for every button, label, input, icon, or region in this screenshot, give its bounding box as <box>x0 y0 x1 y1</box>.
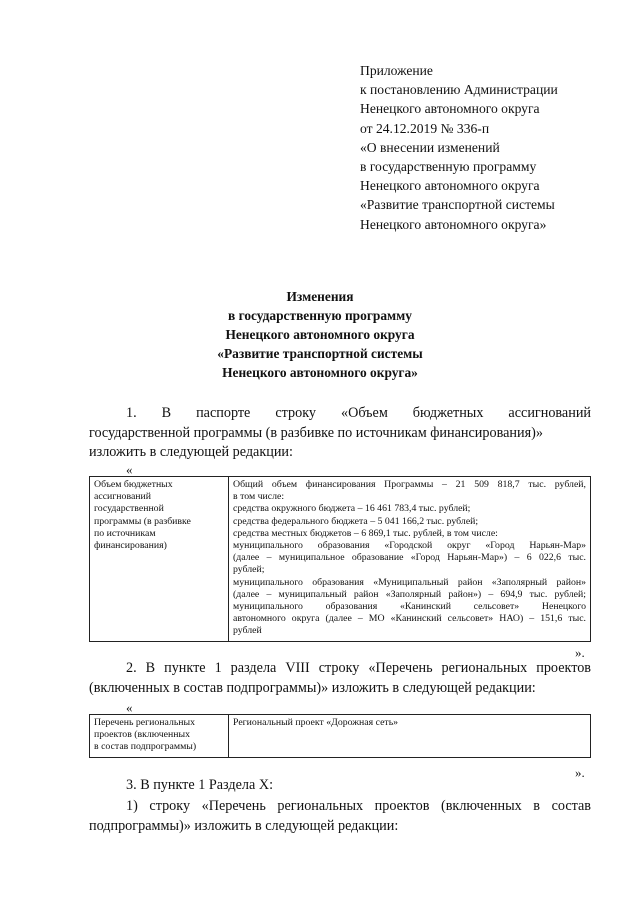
item-3-1-paragraph <box>89 797 591 836</box>
appendix-line: «Развитие транспортной системы <box>360 197 555 213</box>
item-1-paragraph <box>89 404 591 463</box>
paragraph-line: 3. В пункте 1 Раздела X: <box>126 777 274 793</box>
cell-line: Общий объем финансирования Программы – 21 509 818,7 тыс. рублей, <box>233 479 586 490</box>
paragraph-line: 1. В паспорте строку «Объем бюджетных ассигнований <box>126 405 591 421</box>
open-quote-mark: « <box>126 700 133 715</box>
cell-line: муниципального образования «Городской округ «Город Нарьян-Мар» <box>233 540 586 552</box>
table-row <box>90 715 591 758</box>
cell-line: рублей; <box>233 564 265 576</box>
paragraph-line: 1) строку «Перечень региональных проектов (включенных в состав <box>126 798 591 814</box>
cell-line: Перечень региональных <box>94 717 196 728</box>
title-line: в государственную программу <box>228 308 412 323</box>
title-line: «Развитие транспортной системы <box>217 346 423 361</box>
paragraph-line: подпрограммы)» изложить в следующей редакции: <box>89 817 399 834</box>
title-line: Изменения <box>286 289 354 304</box>
table-label-cell <box>90 477 229 642</box>
budget-table <box>89 476 591 642</box>
cell-line: средства окружного бюджета – 16 461 783,4 тыс. рублей; <box>233 503 471 515</box>
cell-line: государственной <box>94 503 164 515</box>
item-3-paragraph <box>89 776 591 796</box>
table-row <box>90 477 591 642</box>
cell-line: финансирования) <box>94 540 167 552</box>
cell-line: программы (в разбивке <box>94 515 191 527</box>
cell-line: муниципального образования «Канинский сельсовет» Ненецкого <box>233 601 586 613</box>
appendix-line: Ненецкого автономного округа <box>360 101 540 117</box>
cell-line: средства местных бюджетов – 6 869,1 тыс. рублей, в том числе: <box>233 527 498 539</box>
close-quote-mark: ». <box>575 765 585 780</box>
title-line: Ненецкого автономного округа» <box>222 365 418 380</box>
cell-line: в том числе: <box>233 491 285 503</box>
cell-line: (далее – муниципальное образование «Город Нарьян-Мар») – 6 022,6 тыс. <box>233 552 586 564</box>
appendix-line: «О внесении изменений <box>360 139 500 155</box>
appendix-line: Приложение <box>360 63 433 78</box>
cell-line: автономного округа (далее – МО «Канинский сельсовет» НАО) – 151,6 тыс. <box>233 613 586 625</box>
paragraph-line: (включенных в состав подпрограммы)» изложить в следующей редакции: <box>89 679 536 696</box>
cell-line: муниципального образования «Муниципальный район «Заполярный район» <box>233 576 586 588</box>
cell-line: в состав подпрограммы) <box>94 741 197 753</box>
cell-line: проектов (включенных <box>94 729 190 741</box>
paragraph-line: государственной программы (в разбивке по источникам финансирования)» <box>89 424 543 441</box>
cell-line: Региональный проект «Дорожная сеть» <box>233 717 399 728</box>
open-quote-mark: « <box>126 462 133 477</box>
title-line: Ненецкого автономного округа <box>225 327 415 342</box>
regional-projects-table <box>89 714 591 758</box>
paragraph-line: изложить в следующей редакции: <box>89 444 293 460</box>
paragraph-line: 2. В пункте 1 раздела VIII строку «Перечень региональных проектов <box>126 660 591 676</box>
appendix-header <box>360 61 558 234</box>
cell-line: рублей <box>233 625 262 637</box>
table-label-cell <box>90 715 229 758</box>
table-value-cell <box>229 477 591 642</box>
appendix-line: Ненецкого автономного округа» <box>360 216 547 232</box>
appendix-line: в государственную программу <box>360 159 537 175</box>
cell-line: по источникам <box>94 527 156 539</box>
cell-line: Объем бюджетных <box>94 479 173 490</box>
document-title <box>0 287 640 382</box>
appendix-line: Ненецкого автономного округа <box>360 178 540 194</box>
appendix-line: к постановлению Администрации <box>360 82 558 98</box>
close-quote-mark: ». <box>575 645 585 660</box>
cell-line: (далее – муниципальный район «Заполярный район») – 694,9 тыс. рублей; <box>233 588 586 600</box>
item-2-paragraph <box>89 659 591 698</box>
cell-line: ассигнований <box>94 491 152 503</box>
table-value-cell <box>229 715 591 758</box>
appendix-line: от 24.12.2019 № 336-п <box>360 120 490 136</box>
cell-line: средства федерального бюджета – 5 041 166,2 тыс. рублей; <box>233 515 479 527</box>
